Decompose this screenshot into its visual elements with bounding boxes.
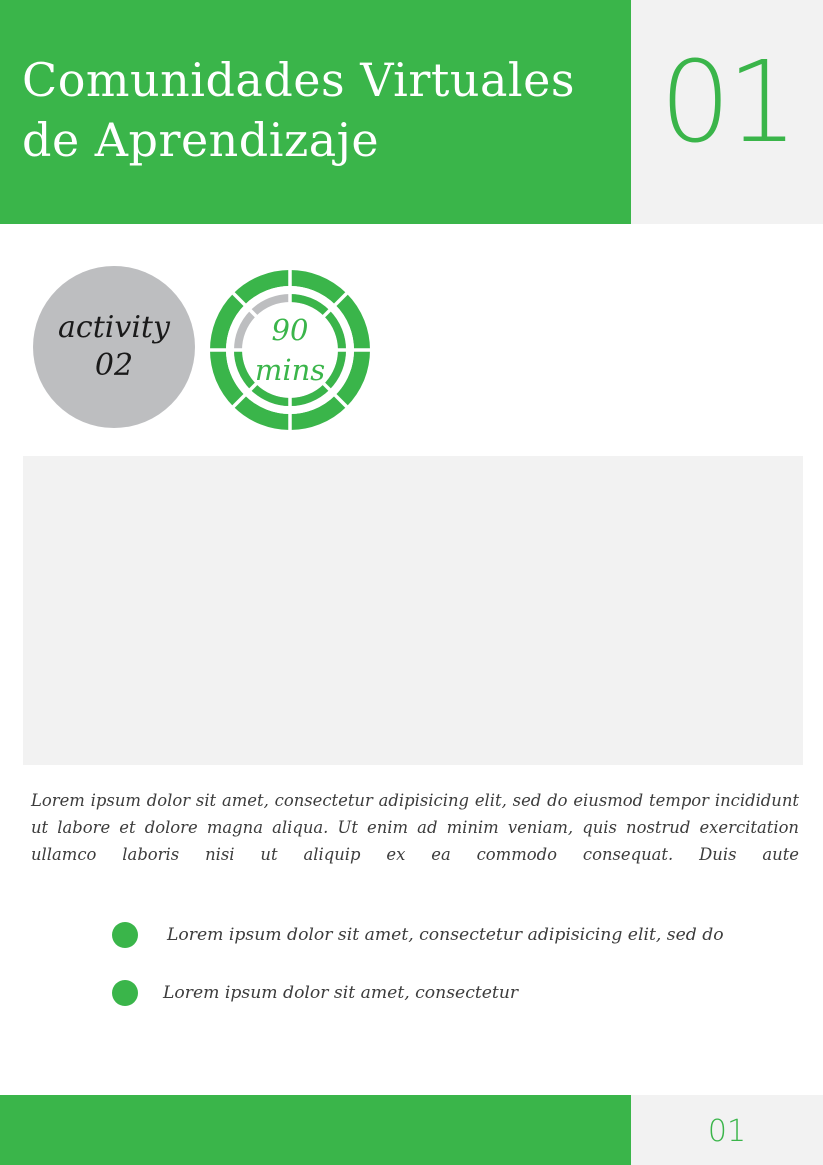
page-number: 01 [707, 1114, 747, 1149]
timer-unit: mins [254, 353, 326, 387]
list-item-text: Lorem ipsum dolor sit amet, consectetur adipisicing elit, sed do [167, 925, 724, 945]
page-title-line-2: de Aprendizaje [22, 113, 380, 167]
list-item-text: Lorem ipsum dolor sit amet, consectetur [163, 983, 519, 1003]
body-paragraph: Lorem ipsum dolor sit amet, consectetur adipisicing elit, sed do eiusmod tempor incididunt ut labore et dolore magna aliqua. Ut enim ad minim veniam, quis nostrud exercitation ullamco laboris nisi ut aliquip ex ea commodo consequat. Duis aute [31, 791, 799, 864]
activity-badge [33, 266, 195, 428]
activity-label: activity [58, 310, 170, 345]
footer-banner [0, 1095, 631, 1165]
timer-label [208, 268, 372, 432]
activity-number: 02 [94, 348, 134, 383]
page-title-line-1: Comunidades Virtuales [22, 53, 575, 107]
page-title [22, 50, 622, 170]
timer-value: 90 [271, 313, 309, 347]
chapter-number: 01 [659, 38, 795, 168]
duration-timer [208, 268, 372, 432]
bullet-dot-icon [112, 922, 138, 948]
image-placeholder [23, 456, 803, 765]
list-item [112, 977, 752, 1007]
list-item [112, 919, 752, 949]
bullet-dot-icon [112, 980, 138, 1006]
